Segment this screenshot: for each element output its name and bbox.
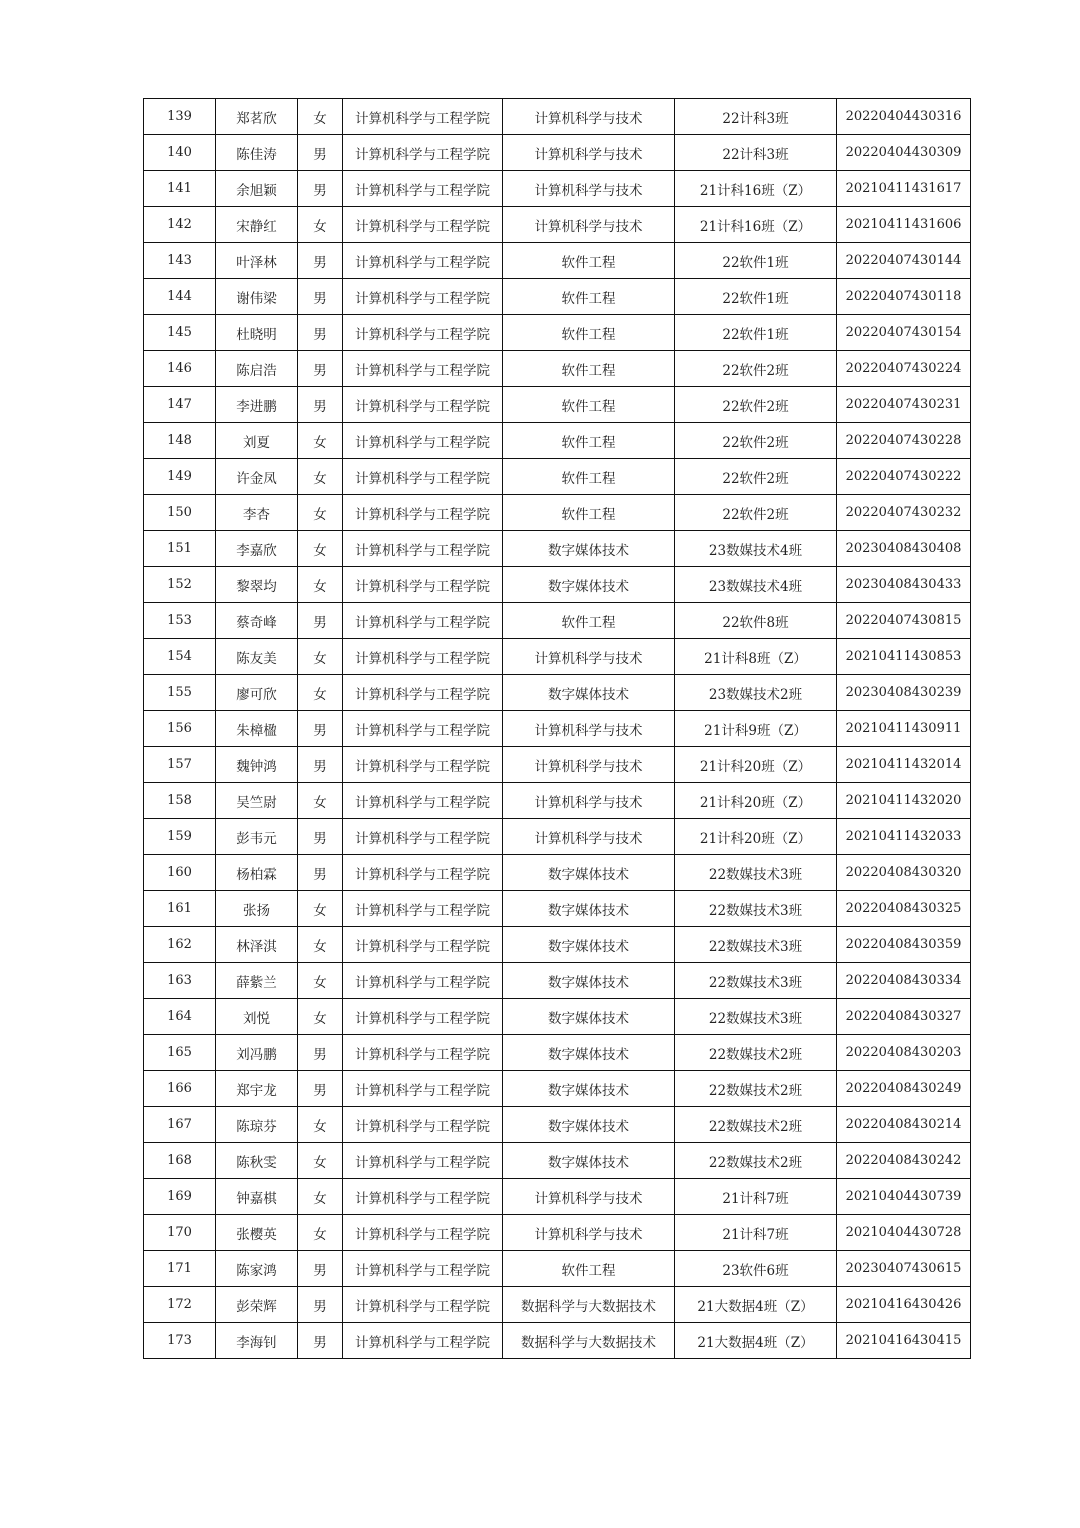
college-cell: 计算机科学与工程学院 — [343, 783, 503, 819]
college-cell: 计算机科学与工程学院 — [343, 1143, 503, 1179]
major-cell: 数字媒体技术 — [503, 1143, 675, 1179]
student-id-cell: 20210411432020 — [837, 783, 971, 819]
gender-cell: 女 — [298, 495, 343, 531]
student-id-cell: 20220407430144 — [837, 243, 971, 279]
student-id-cell: 20220407430154 — [837, 315, 971, 351]
table-row — [144, 387, 971, 423]
table-row — [144, 855, 971, 891]
row-number-cell: 146 — [144, 351, 216, 387]
class-name-cell: 22数媒技术2班 — [675, 1143, 837, 1179]
college-cell: 计算机科学与工程学院 — [343, 1287, 503, 1323]
gender-cell: 男 — [298, 711, 343, 747]
college-cell: 计算机科学与工程学院 — [343, 279, 503, 315]
row-number-cell: 168 — [144, 1143, 216, 1179]
student-name-cell: 蔡奇峰 — [216, 603, 298, 639]
row-number-cell: 166 — [144, 1071, 216, 1107]
student-list-table — [143, 98, 971, 1359]
class-name-cell: 22数媒技术2班 — [675, 1035, 837, 1071]
student-name-cell: 郑宇龙 — [216, 1071, 298, 1107]
row-number-cell: 154 — [144, 639, 216, 675]
student-id-cell: 20220404430309 — [837, 135, 971, 171]
major-cell: 数字媒体技术 — [503, 927, 675, 963]
student-name-cell: 杨柏霖 — [216, 855, 298, 891]
student-name-cell: 刘冯鹏 — [216, 1035, 298, 1071]
gender-cell: 女 — [298, 1179, 343, 1215]
major-cell: 计算机科学与技术 — [503, 1179, 675, 1215]
table-row — [144, 1323, 971, 1359]
student-name-cell: 陈佳涛 — [216, 135, 298, 171]
gender-cell: 男 — [298, 171, 343, 207]
row-number-cell: 164 — [144, 999, 216, 1035]
class-name-cell: 22软件1班 — [675, 315, 837, 351]
class-name-cell: 21计科20班（Z） — [675, 747, 837, 783]
college-cell: 计算机科学与工程学院 — [343, 1215, 503, 1251]
student-name-cell: 郑茗欣 — [216, 99, 298, 135]
gender-cell: 女 — [298, 783, 343, 819]
major-cell: 数字媒体技术 — [503, 1071, 675, 1107]
major-cell: 软件工程 — [503, 315, 675, 351]
student-name-cell: 许金凤 — [216, 459, 298, 495]
student-id-cell: 20220404430316 — [837, 99, 971, 135]
gender-cell: 女 — [298, 1107, 343, 1143]
major-cell: 计算机科学与技术 — [503, 99, 675, 135]
college-cell: 计算机科学与工程学院 — [343, 819, 503, 855]
row-number-cell: 155 — [144, 675, 216, 711]
student-id-cell: 20210416430426 — [837, 1287, 971, 1323]
student-name-cell: 林泽淇 — [216, 927, 298, 963]
row-number-cell: 142 — [144, 207, 216, 243]
student-name-cell: 彭荣辉 — [216, 1287, 298, 1323]
gender-cell: 女 — [298, 531, 343, 567]
gender-cell: 男 — [298, 315, 343, 351]
table-row — [144, 747, 971, 783]
student-name-cell: 廖可欣 — [216, 675, 298, 711]
student-name-cell: 陈友美 — [216, 639, 298, 675]
major-cell: 计算机科学与技术 — [503, 1215, 675, 1251]
class-name-cell: 22软件2班 — [675, 351, 837, 387]
gender-cell: 男 — [298, 387, 343, 423]
college-cell: 计算机科学与工程学院 — [343, 927, 503, 963]
row-number-cell: 140 — [144, 135, 216, 171]
major-cell: 软件工程 — [503, 423, 675, 459]
table-row — [144, 279, 971, 315]
table-row — [144, 1107, 971, 1143]
student-id-cell: 20210411431606 — [837, 207, 971, 243]
class-name-cell: 21计科16班（Z） — [675, 207, 837, 243]
class-name-cell: 21计科9班（Z） — [675, 711, 837, 747]
student-id-cell: 20220407430228 — [837, 423, 971, 459]
gender-cell: 男 — [298, 351, 343, 387]
college-cell: 计算机科学与工程学院 — [343, 171, 503, 207]
student-id-cell: 20210411432014 — [837, 747, 971, 783]
table-row — [144, 1071, 971, 1107]
student-name-cell: 李嘉欣 — [216, 531, 298, 567]
student-id-cell: 20210411430853 — [837, 639, 971, 675]
student-id-cell: 20230408430408 — [837, 531, 971, 567]
student-id-cell: 20230407430615 — [837, 1251, 971, 1287]
table-row — [144, 819, 971, 855]
student-id-cell: 20220407430232 — [837, 495, 971, 531]
gender-cell: 女 — [298, 1215, 343, 1251]
row-number-cell: 141 — [144, 171, 216, 207]
class-name-cell: 21计科7班 — [675, 1179, 837, 1215]
class-name-cell: 21大数据4班（Z） — [675, 1323, 837, 1359]
table-row — [144, 1215, 971, 1251]
gender-cell: 男 — [298, 1323, 343, 1359]
college-cell: 计算机科学与工程学院 — [343, 243, 503, 279]
major-cell: 数字媒体技术 — [503, 1035, 675, 1071]
gender-cell: 女 — [298, 207, 343, 243]
major-cell: 数字媒体技术 — [503, 1107, 675, 1143]
table-row — [144, 459, 971, 495]
student-name-cell: 彭韦元 — [216, 819, 298, 855]
major-cell: 数字媒体技术 — [503, 891, 675, 927]
class-name-cell: 22软件2班 — [675, 423, 837, 459]
table-row — [144, 1143, 971, 1179]
college-cell: 计算机科学与工程学院 — [343, 207, 503, 243]
major-cell: 数据科学与大数据技术 — [503, 1323, 675, 1359]
major-cell: 数字媒体技术 — [503, 999, 675, 1035]
major-cell: 软件工程 — [503, 495, 675, 531]
college-cell: 计算机科学与工程学院 — [343, 675, 503, 711]
class-name-cell: 23软件6班 — [675, 1251, 837, 1287]
table-row — [144, 99, 971, 135]
class-name-cell: 22软件2班 — [675, 459, 837, 495]
college-cell: 计算机科学与工程学院 — [343, 315, 503, 351]
student-id-cell: 20230408430433 — [837, 567, 971, 603]
table-row — [144, 243, 971, 279]
college-cell: 计算机科学与工程学院 — [343, 747, 503, 783]
student-name-cell: 宋静红 — [216, 207, 298, 243]
student-name-cell: 吴竺尉 — [216, 783, 298, 819]
table-row — [144, 675, 971, 711]
student-name-cell: 黎翠均 — [216, 567, 298, 603]
row-number-cell: 150 — [144, 495, 216, 531]
gender-cell: 男 — [298, 135, 343, 171]
student-name-cell: 陈秋雯 — [216, 1143, 298, 1179]
table-row — [144, 1179, 971, 1215]
student-name-cell: 李杏 — [216, 495, 298, 531]
student-id-cell: 20220408430249 — [837, 1071, 971, 1107]
student-name-cell: 陈家鸿 — [216, 1251, 298, 1287]
student-id-cell: 20220407430815 — [837, 603, 971, 639]
table-row — [144, 423, 971, 459]
major-cell: 软件工程 — [503, 243, 675, 279]
row-number-cell: 165 — [144, 1035, 216, 1071]
major-cell: 数字媒体技术 — [503, 963, 675, 999]
college-cell: 计算机科学与工程学院 — [343, 1035, 503, 1071]
class-name-cell: 21计科20班（Z） — [675, 819, 837, 855]
class-name-cell: 22计科3班 — [675, 135, 837, 171]
class-name-cell: 22数媒技术3班 — [675, 999, 837, 1035]
class-name-cell: 22计科3班 — [675, 99, 837, 135]
student-id-cell: 20210404430739 — [837, 1179, 971, 1215]
table-row — [144, 639, 971, 675]
gender-cell: 女 — [298, 675, 343, 711]
college-cell: 计算机科学与工程学院 — [343, 567, 503, 603]
class-name-cell: 22软件2班 — [675, 495, 837, 531]
gender-cell: 女 — [298, 639, 343, 675]
class-name-cell: 22数媒技术2班 — [675, 1071, 837, 1107]
student-id-cell: 20220408430327 — [837, 999, 971, 1035]
gender-cell: 男 — [298, 603, 343, 639]
gender-cell: 女 — [298, 567, 343, 603]
student-name-cell: 钟嘉棋 — [216, 1179, 298, 1215]
student-id-cell: 20230408430239 — [837, 675, 971, 711]
gender-cell: 女 — [298, 891, 343, 927]
college-cell: 计算机科学与工程学院 — [343, 963, 503, 999]
major-cell: 数字媒体技术 — [503, 531, 675, 567]
major-cell: 数字媒体技术 — [503, 675, 675, 711]
class-name-cell: 22数媒技术3班 — [675, 855, 837, 891]
row-number-cell: 158 — [144, 783, 216, 819]
college-cell: 计算机科学与工程学院 — [343, 459, 503, 495]
table-row — [144, 963, 971, 999]
major-cell: 软件工程 — [503, 1251, 675, 1287]
row-number-cell: 151 — [144, 531, 216, 567]
table-row — [144, 927, 971, 963]
class-name-cell: 21大数据4班（Z） — [675, 1287, 837, 1323]
student-id-cell: 20210411431617 — [837, 171, 971, 207]
student-id-cell: 20210411430911 — [837, 711, 971, 747]
table-row — [144, 711, 971, 747]
student-id-cell: 20220408430320 — [837, 855, 971, 891]
class-name-cell: 21计科8班（Z） — [675, 639, 837, 675]
gender-cell: 男 — [298, 747, 343, 783]
student-id-cell: 20220408430242 — [837, 1143, 971, 1179]
student-id-cell: 20210416430415 — [837, 1323, 971, 1359]
college-cell: 计算机科学与工程学院 — [343, 711, 503, 747]
college-cell: 计算机科学与工程学院 — [343, 1323, 503, 1359]
row-number-cell: 149 — [144, 459, 216, 495]
class-name-cell: 21计科16班（Z） — [675, 171, 837, 207]
major-cell: 软件工程 — [503, 351, 675, 387]
row-number-cell: 169 — [144, 1179, 216, 1215]
student-name-cell: 薛紫兰 — [216, 963, 298, 999]
student-name-cell: 杜晓明 — [216, 315, 298, 351]
row-number-cell: 152 — [144, 567, 216, 603]
class-name-cell: 22软件2班 — [675, 387, 837, 423]
college-cell: 计算机科学与工程学院 — [343, 855, 503, 891]
college-cell: 计算机科学与工程学院 — [343, 351, 503, 387]
college-cell: 计算机科学与工程学院 — [343, 387, 503, 423]
college-cell: 计算机科学与工程学院 — [343, 1179, 503, 1215]
gender-cell: 男 — [298, 1071, 343, 1107]
major-cell: 计算机科学与技术 — [503, 783, 675, 819]
row-number-cell: 147 — [144, 387, 216, 423]
college-cell: 计算机科学与工程学院 — [343, 99, 503, 135]
class-name-cell: 22软件8班 — [675, 603, 837, 639]
row-number-cell: 139 — [144, 99, 216, 135]
student-name-cell: 张樱英 — [216, 1215, 298, 1251]
major-cell: 数字媒体技术 — [503, 567, 675, 603]
college-cell: 计算机科学与工程学院 — [343, 495, 503, 531]
student-id-cell: 20220408430359 — [837, 927, 971, 963]
gender-cell: 男 — [298, 1287, 343, 1323]
gender-cell: 男 — [298, 1035, 343, 1071]
gender-cell: 女 — [298, 423, 343, 459]
row-number-cell: 167 — [144, 1107, 216, 1143]
gender-cell: 女 — [298, 459, 343, 495]
major-cell: 计算机科学与技术 — [503, 171, 675, 207]
major-cell: 数据科学与大数据技术 — [503, 1287, 675, 1323]
major-cell: 软件工程 — [503, 387, 675, 423]
college-cell: 计算机科学与工程学院 — [343, 1071, 503, 1107]
table-row — [144, 603, 971, 639]
student-name-cell: 余旭颖 — [216, 171, 298, 207]
student-id-cell: 20220407430118 — [837, 279, 971, 315]
class-name-cell: 21计科20班（Z） — [675, 783, 837, 819]
college-cell: 计算机科学与工程学院 — [343, 531, 503, 567]
student-id-cell: 20220408430214 — [837, 1107, 971, 1143]
row-number-cell: 161 — [144, 891, 216, 927]
major-cell: 软件工程 — [503, 459, 675, 495]
college-cell: 计算机科学与工程学院 — [343, 639, 503, 675]
student-name-cell: 朱樟楹 — [216, 711, 298, 747]
gender-cell: 男 — [298, 1251, 343, 1287]
class-name-cell: 22数媒技术3班 — [675, 927, 837, 963]
class-name-cell: 23数媒技术4班 — [675, 567, 837, 603]
table-row — [144, 891, 971, 927]
student-name-cell: 叶泽林 — [216, 243, 298, 279]
table-row — [144, 783, 971, 819]
student-name-cell: 刘夏 — [216, 423, 298, 459]
row-number-cell: 157 — [144, 747, 216, 783]
student-id-cell: 20210404430728 — [837, 1215, 971, 1251]
student-name-cell: 陈琼芬 — [216, 1107, 298, 1143]
college-cell: 计算机科学与工程学院 — [343, 1251, 503, 1287]
row-number-cell: 160 — [144, 855, 216, 891]
row-number-cell: 170 — [144, 1215, 216, 1251]
class-name-cell: 22数媒技术2班 — [675, 1107, 837, 1143]
class-name-cell: 21计科7班 — [675, 1215, 837, 1251]
gender-cell: 女 — [298, 963, 343, 999]
student-name-cell: 魏钟鸿 — [216, 747, 298, 783]
major-cell: 软件工程 — [503, 279, 675, 315]
gender-cell: 女 — [298, 927, 343, 963]
gender-cell: 女 — [298, 1143, 343, 1179]
row-number-cell: 159 — [144, 819, 216, 855]
gender-cell: 男 — [298, 819, 343, 855]
student-name-cell: 谢伟梁 — [216, 279, 298, 315]
major-cell: 计算机科学与技术 — [503, 639, 675, 675]
gender-cell: 女 — [298, 99, 343, 135]
student-id-cell: 20210411432033 — [837, 819, 971, 855]
gender-cell: 男 — [298, 855, 343, 891]
table-row — [144, 315, 971, 351]
student-name-cell: 张扬 — [216, 891, 298, 927]
row-number-cell: 162 — [144, 927, 216, 963]
student-id-cell: 20220407430224 — [837, 351, 971, 387]
student-id-cell: 20220408430203 — [837, 1035, 971, 1071]
student-name-cell: 刘悦 — [216, 999, 298, 1035]
student-name-cell: 陈启浩 — [216, 351, 298, 387]
table-row — [144, 567, 971, 603]
row-number-cell: 156 — [144, 711, 216, 747]
table-row — [144, 1251, 971, 1287]
table-row — [144, 171, 971, 207]
class-name-cell: 22数媒技术3班 — [675, 891, 837, 927]
student-name-cell: 李海钊 — [216, 1323, 298, 1359]
class-name-cell: 22软件1班 — [675, 279, 837, 315]
major-cell: 计算机科学与技术 — [503, 819, 675, 855]
table-row — [144, 135, 971, 171]
class-name-cell: 22数媒技术3班 — [675, 963, 837, 999]
table-row — [144, 531, 971, 567]
row-number-cell: 172 — [144, 1287, 216, 1323]
student-name-cell: 李进鹏 — [216, 387, 298, 423]
class-name-cell: 23数媒技术4班 — [675, 531, 837, 567]
major-cell: 计算机科学与技术 — [503, 747, 675, 783]
row-number-cell: 148 — [144, 423, 216, 459]
gender-cell: 女 — [298, 999, 343, 1035]
college-cell: 计算机科学与工程学院 — [343, 999, 503, 1035]
college-cell: 计算机科学与工程学院 — [343, 891, 503, 927]
row-number-cell: 171 — [144, 1251, 216, 1287]
major-cell: 软件工程 — [503, 603, 675, 639]
student-id-cell: 20220408430325 — [837, 891, 971, 927]
major-cell: 计算机科学与技术 — [503, 711, 675, 747]
row-number-cell: 144 — [144, 279, 216, 315]
gender-cell: 男 — [298, 279, 343, 315]
college-cell: 计算机科学与工程学院 — [343, 135, 503, 171]
class-name-cell: 22软件1班 — [675, 243, 837, 279]
table-row — [144, 999, 971, 1035]
major-cell: 计算机科学与技术 — [503, 135, 675, 171]
row-number-cell: 145 — [144, 315, 216, 351]
row-number-cell: 153 — [144, 603, 216, 639]
gender-cell: 男 — [298, 243, 343, 279]
table-row — [144, 1287, 971, 1323]
row-number-cell: 143 — [144, 243, 216, 279]
college-cell: 计算机科学与工程学院 — [343, 603, 503, 639]
student-id-cell: 20220408430334 — [837, 963, 971, 999]
class-name-cell: 23数媒技术2班 — [675, 675, 837, 711]
table-row — [144, 1035, 971, 1071]
table-row — [144, 351, 971, 387]
table-row — [144, 495, 971, 531]
major-cell: 计算机科学与技术 — [503, 207, 675, 243]
table-body — [144, 99, 971, 1359]
student-id-cell: 20220407430222 — [837, 459, 971, 495]
college-cell: 计算机科学与工程学院 — [343, 423, 503, 459]
college-cell: 计算机科学与工程学院 — [343, 1107, 503, 1143]
row-number-cell: 163 — [144, 963, 216, 999]
row-number-cell: 173 — [144, 1323, 216, 1359]
table-row — [144, 207, 971, 243]
major-cell: 数字媒体技术 — [503, 855, 675, 891]
student-id-cell: 20220407430231 — [837, 387, 971, 423]
